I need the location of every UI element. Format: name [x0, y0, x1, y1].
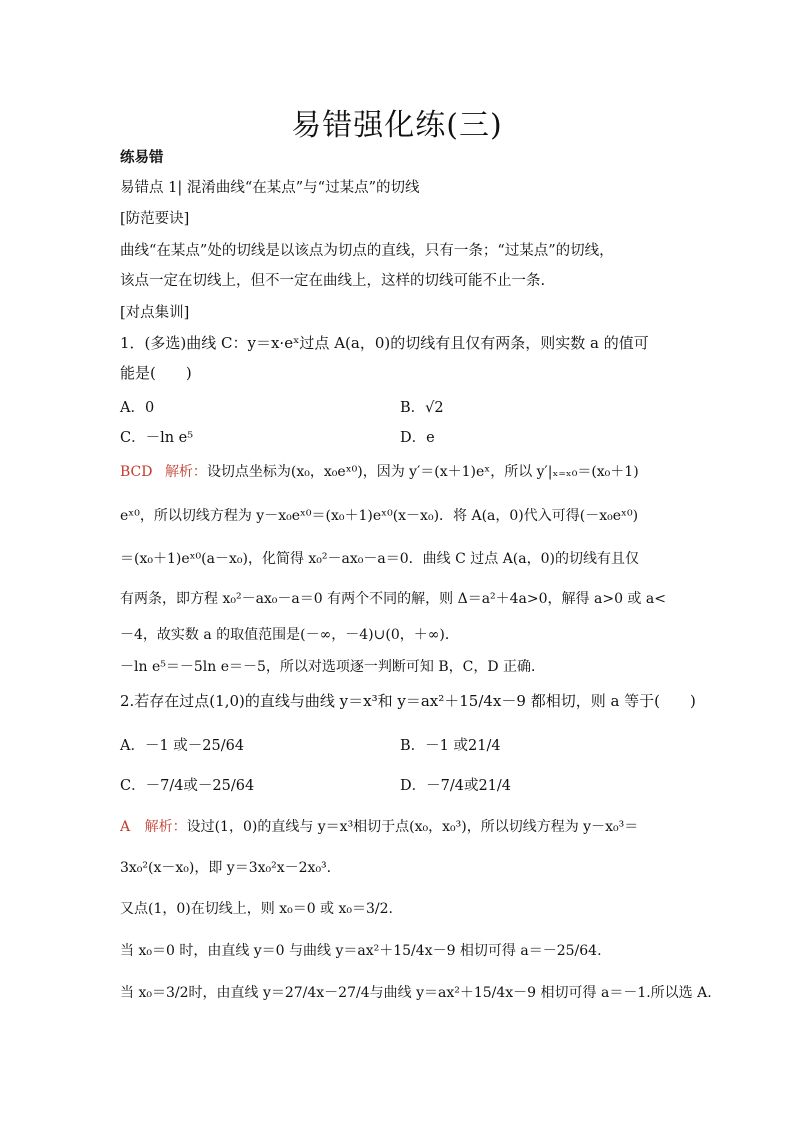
q2-option-b: B．－1 或21/4 — [400, 738, 501, 754]
q2-option-c: C．－7/4或－25/64 — [120, 778, 255, 794]
section-heading: 练易错 — [120, 149, 164, 166]
q1-stem-line: 1．(多选)曲线 C：y＝x·eˣ过点 A(a，0)的切线有且仅有两条，则实数 a 的值可 — [120, 334, 649, 352]
q1-option-a: A．0 — [120, 400, 155, 416]
tips-label: [防范要诀] — [120, 211, 190, 227]
q1-stem-line: 能是( ) — [120, 364, 192, 382]
tips-line: 曲线“在某点”处的切线是以该点为切点的直线，只有一条；“过某点”的切线， — [120, 243, 614, 259]
q1-option-c: C．－ln e⁵ — [120, 430, 194, 446]
q1-answer: BCD — [120, 464, 153, 480]
q1-analysis-line: 设切点坐标为(x₀，x₀eˣ⁰)，因为 y′＝(x＋1)eˣ，所以 y′|ₓ₌ₓ₀＝(x₀＋1) — [206, 464, 639, 480]
q2-analysis-line: 3x₀²(x－x₀)，即 y＝3x₀²x－2x₀³. — [120, 860, 332, 876]
page-title: 易错强化练(三) — [291, 108, 503, 143]
q1-analysis-line: ＝(x₀＋1)eˣ⁰(a－x₀)，化简得 x₀²－ax₀－a＝0．曲线 C 过点 A(a，0)的切线有且仅 — [120, 551, 639, 567]
q1-analysis-line: 有两条，即方程 x₀²－ax₀－a＝0 有两个不同的解，则 Δ＝a²＋4a>0，解得 a>0 或 a< — [120, 591, 666, 607]
q1-analysis-label: 解析： — [164, 464, 207, 480]
q2-analysis-line: 设过(1，0)的直线与 y＝x³相切于点(x₀，x₀³)，所以切线方程为 y－x₀³＝ — [186, 819, 639, 835]
q2-analysis-first-line — [120, 816, 638, 836]
q1-option-b: B．√2 — [400, 400, 444, 416]
q1-analysis-first-line — [120, 461, 639, 481]
q2-analysis-line: 当 x₀＝0 时，由直线 y＝0 与曲线 y＝ax²＋15/4x－9 相切可得 a＝－25/64. — [120, 943, 602, 959]
tips-line: 该点一定在切线上，但不一定在曲线上，这样的切线可能不止一条. — [120, 273, 546, 289]
q2-analysis-line: 又点(1，0)在切线上，则 x₀＝0 或 x₀＝3/2. — [120, 901, 393, 917]
error-point-heading: 易错点 1| 混淆曲线“在某点”与“过某点”的切线 — [120, 180, 420, 196]
q2-stem: 2.若存在过点(1,0)的直线与曲线 y＝x³和 y＝ax²＋15/4x－9 都相切，则 a 等于( ) — [120, 692, 696, 710]
q2-option-d: D．－7/4或21/4 — [400, 778, 512, 794]
q2-option-a: A．－1 或－25/64 — [120, 738, 245, 754]
practice-label: [对点集训] — [120, 305, 190, 321]
q1-analysis-line: eˣ⁰，所以切线方程为 y－x₀eˣ⁰＝(x₀＋1)eˣ⁰(x－x₀)．将 A(a，0)代入可得(－x₀eˣ⁰) — [120, 508, 639, 524]
q1-analysis-line: －ln e⁵＝－5ln e＝－5，所以对选项逐一判断可知 B，C，D 正确． — [120, 659, 546, 675]
q1-analysis-line: －4，故实数 a 的取值范围是(－∞，－4)∪(0，＋∞)． — [120, 627, 459, 643]
q2-answer: A — [120, 819, 131, 835]
q2-analysis-label: 解析： — [144, 819, 187, 835]
q2-analysis-line: 当 x₀＝3/2时，由直线 y＝27/4x－27/4与曲线 y＝ax²＋15/4x－9 相切可得 a＝－1.所以选 A. — [120, 985, 712, 1001]
q1-option-d: D．e — [400, 430, 435, 446]
